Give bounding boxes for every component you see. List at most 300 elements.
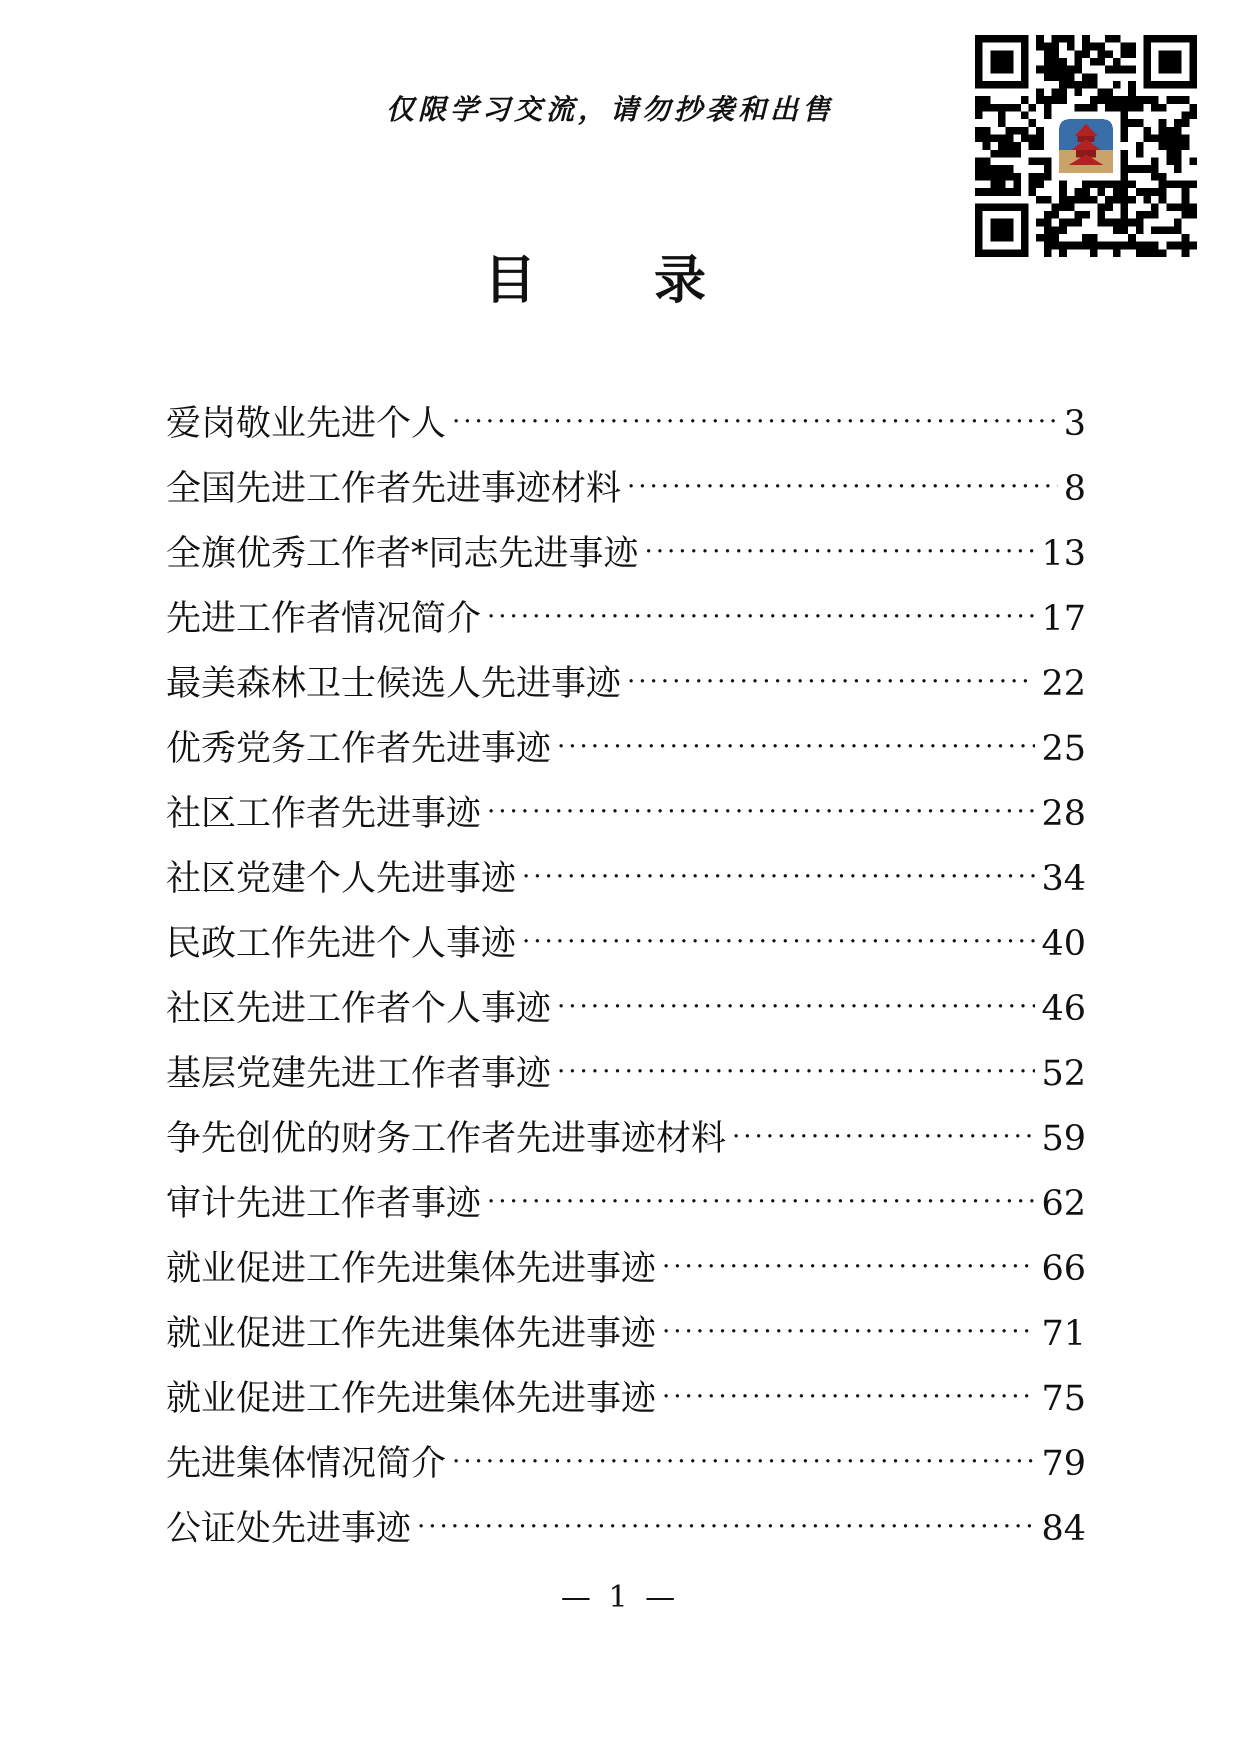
qr-module <box>975 135 983 143</box>
qr-module <box>1182 211 1190 219</box>
qr-module <box>1120 104 1128 112</box>
toc-entry[interactable] <box>166 1230 1086 1295</box>
toc-entry[interactable] <box>166 1425 1086 1490</box>
qr-module <box>1113 66 1121 74</box>
qr-module <box>1029 173 1037 181</box>
qr-module <box>1075 81 1083 89</box>
toc-leader-dots <box>487 580 1035 630</box>
qr-module <box>1044 43 1052 51</box>
qr-module <box>1075 211 1083 219</box>
qr-module <box>1151 173 1159 181</box>
qr-code-icon <box>975 30 1197 262</box>
qr-module <box>1097 50 1105 58</box>
qr-module <box>983 142 991 150</box>
qr-module <box>1044 66 1052 74</box>
toc-leader-dots <box>627 450 1058 500</box>
qr-module <box>1174 219 1182 227</box>
qr-module <box>1067 73 1075 81</box>
qr-module <box>1136 219 1144 227</box>
qr-module <box>1021 135 1029 143</box>
qr-module <box>1143 196 1151 204</box>
qr-module <box>1128 219 1136 227</box>
qr-module <box>1029 135 1037 143</box>
qr-module <box>1082 81 1090 89</box>
toc-entry-title: 基层党建先进工作者事迹 <box>166 1054 552 1094</box>
toc-entry-page: 13 <box>1041 534 1086 574</box>
qr-module <box>1159 142 1167 150</box>
qr-module <box>975 165 983 173</box>
toc-entry[interactable] <box>166 1165 1086 1230</box>
qr-module <box>1151 203 1159 211</box>
qr-module <box>1105 66 1113 74</box>
qr-module <box>1075 219 1083 227</box>
qr-module <box>990 135 998 143</box>
qr-module <box>1082 180 1090 188</box>
qr-module <box>1036 196 1044 204</box>
qr-module <box>1044 196 1052 204</box>
toc-leader-dots <box>645 515 1036 565</box>
qr-module <box>1120 150 1128 158</box>
qr-module <box>1067 66 1075 74</box>
qr-module <box>1189 203 1197 211</box>
qr-module <box>975 173 983 181</box>
qr-module <box>1097 180 1105 188</box>
qr-module <box>1120 157 1128 165</box>
qr-module <box>1075 188 1083 196</box>
qr-module <box>1029 104 1037 112</box>
qr-module <box>1059 73 1067 81</box>
qr-module <box>1097 219 1105 227</box>
qr-module <box>990 188 998 196</box>
toc-entry-title: 就业促进工作先进集体先进事迹 <box>166 1249 657 1289</box>
toc-entry[interactable] <box>166 1100 1086 1165</box>
qr-module <box>975 112 983 120</box>
qr-module <box>1036 180 1044 188</box>
qr-module <box>1044 50 1052 58</box>
qr-module <box>1006 104 1014 112</box>
qr-module <box>1029 142 1037 150</box>
qr-module <box>998 188 1006 196</box>
toc-entry-page: 8 <box>1063 469 1086 509</box>
qr-module <box>1036 135 1044 143</box>
qr-module <box>1159 226 1167 234</box>
toc-leader-dots <box>557 710 1035 760</box>
toc-entry-page: 17 <box>1041 599 1086 639</box>
qr-module <box>1036 142 1044 150</box>
qr-module <box>1075 50 1083 58</box>
qr-module <box>1013 127 1021 135</box>
qr-module <box>1113 35 1121 43</box>
qr-module <box>1120 127 1128 135</box>
qr-module <box>1075 89 1083 97</box>
qr-module <box>1159 173 1167 181</box>
qr-module <box>1159 127 1167 135</box>
toc-leader-dots <box>487 775 1035 825</box>
qr-module <box>1052 226 1060 234</box>
qr-module <box>1120 180 1128 188</box>
toc-entry[interactable] <box>166 1360 1086 1425</box>
qr-module <box>1159 188 1167 196</box>
qr-module <box>1151 135 1159 143</box>
qr-module <box>1013 150 1021 158</box>
qr-module <box>1189 112 1197 120</box>
qr-module <box>1166 127 1174 135</box>
qr-module <box>1189 180 1197 188</box>
qr-module <box>983 173 991 181</box>
toc-entry[interactable] <box>166 580 1086 645</box>
qr-module <box>1151 104 1159 112</box>
toc-entry-title: 公证处先进事迹 <box>166 1509 412 1549</box>
qr-module <box>1059 226 1067 234</box>
toc-entry-page: 22 <box>1041 664 1086 704</box>
qr-module <box>1120 219 1128 227</box>
qr-module <box>1052 66 1060 74</box>
qr-module <box>1120 173 1128 181</box>
qr-module <box>1036 96 1044 104</box>
qr-module <box>1182 119 1190 127</box>
qr-module <box>1189 104 1197 112</box>
qr-module <box>1067 81 1075 89</box>
qr-module <box>1151 211 1159 219</box>
qr-module <box>1075 58 1083 66</box>
qr-module <box>998 150 1006 158</box>
toc-leader-dots <box>417 1490 1035 1540</box>
qr-module <box>1090 196 1098 204</box>
qr-module <box>1105 196 1113 204</box>
toc-entry-title: 就业促进工作先进集体先进事迹 <box>166 1314 657 1354</box>
toc-entry-page: 28 <box>1041 794 1086 834</box>
qr-module <box>1120 119 1128 127</box>
qr-module <box>1006 188 1014 196</box>
qr-module <box>1174 135 1182 143</box>
toc-entry-page: 71 <box>1041 1314 1086 1354</box>
qr-module <box>1082 188 1090 196</box>
qr-module <box>1136 188 1144 196</box>
page-title: 目 录 <box>483 250 757 311</box>
qr-module <box>1174 119 1182 127</box>
toc-entry-page: 34 <box>1041 859 1086 899</box>
qr-module <box>1166 96 1174 104</box>
qr-module <box>1151 165 1159 173</box>
toc-entry-title: 社区工作者先进事迹 <box>166 794 482 834</box>
toc-entry[interactable] <box>166 710 1086 775</box>
qr-module <box>1036 43 1044 51</box>
qr-module <box>1189 157 1197 165</box>
qr-module <box>1174 127 1182 135</box>
qr-module <box>1090 180 1098 188</box>
toc-leader-dots <box>487 1165 1035 1215</box>
qr-module <box>1182 188 1190 196</box>
qr-module <box>1044 157 1052 165</box>
qr-module <box>1120 43 1128 51</box>
toc-entry[interactable] <box>166 515 1086 580</box>
qr-module <box>1174 203 1182 211</box>
qr-module <box>1151 226 1159 234</box>
toc-entry[interactable] <box>166 450 1086 515</box>
qr-module <box>1052 211 1060 219</box>
qr-module <box>1166 150 1174 158</box>
qr-module <box>1021 127 1029 135</box>
qr-module <box>1052 43 1060 51</box>
qr-module <box>1166 180 1174 188</box>
qr-module <box>1105 50 1113 58</box>
toc-leader-dots <box>522 905 1035 955</box>
toc-entry-title: 社区先进工作者个人事迹 <box>166 989 552 1029</box>
qr-module <box>983 127 991 135</box>
toc-entry-title: 社区党建个人先进事迹 <box>166 859 517 899</box>
qr-module <box>1052 58 1060 66</box>
qr-module <box>1120 203 1128 211</box>
qr-module <box>983 96 991 104</box>
toc-entry-page: 79 <box>1041 1444 1086 1484</box>
qr-module <box>1082 50 1090 58</box>
qr-module <box>1044 112 1052 120</box>
qr-module <box>1128 180 1136 188</box>
toc-leader-dots <box>557 970 1035 1020</box>
qr-module <box>998 135 1006 143</box>
qr-module <box>1052 73 1060 81</box>
qr-module <box>1029 119 1037 127</box>
qr-module <box>1113 180 1121 188</box>
qr-module <box>1006 135 1014 143</box>
qr-module <box>1044 173 1052 181</box>
qr-module <box>1136 211 1144 219</box>
page-number: — 1 — <box>560 1580 680 1615</box>
qr-module <box>1067 203 1075 211</box>
qr-module <box>998 165 1006 173</box>
qr-module <box>1067 43 1075 51</box>
qr-module <box>1097 89 1105 97</box>
toc-entry-title: 爱岗敬业先进个人 <box>166 404 447 444</box>
qr-module <box>1013 188 1021 196</box>
qr-module <box>1120 211 1128 219</box>
qr-module <box>990 150 998 158</box>
toc-entry[interactable] <box>166 970 1086 1035</box>
qr-module <box>975 96 983 104</box>
qr-module <box>1113 196 1121 204</box>
qr-module <box>998 112 1006 120</box>
toc-entry-page: 46 <box>1041 989 1086 1029</box>
qr-module <box>990 165 998 173</box>
qr-module <box>1143 188 1151 196</box>
qr-module <box>1136 142 1144 150</box>
qr-module <box>1097 211 1105 219</box>
qr-module <box>1143 127 1151 135</box>
qr-module <box>998 180 1006 188</box>
qr-module <box>1166 135 1174 143</box>
qr-module <box>1059 219 1067 227</box>
toc-leader-dots <box>522 840 1035 890</box>
qr-module <box>998 142 1006 150</box>
qr-module <box>1059 58 1067 66</box>
qr-module <box>1166 203 1174 211</box>
qr-module <box>1067 219 1075 227</box>
qr-module <box>998 119 1006 127</box>
qr-module <box>1128 119 1136 127</box>
toc-leader-dots <box>452 385 1058 435</box>
qr-module <box>1189 211 1197 219</box>
qr-module <box>1029 188 1037 196</box>
toc-leader-dots <box>732 1100 1035 1150</box>
qr-module <box>1059 89 1067 97</box>
qr-module <box>1120 96 1128 104</box>
qr-module <box>1113 188 1121 196</box>
toc-entry[interactable] <box>166 775 1086 840</box>
qr-module <box>1182 135 1190 143</box>
qr-module <box>1166 157 1174 165</box>
qr-module <box>1044 226 1052 234</box>
qr-module <box>1090 81 1098 89</box>
toc-entry-title: 全国先进工作者先进事迹材料 <box>166 469 622 509</box>
qr-module <box>1036 219 1044 227</box>
qr-module <box>990 180 998 188</box>
toc-entry-title: 先进工作者情况简介 <box>166 599 482 639</box>
qr-module <box>1059 81 1067 89</box>
qr-module <box>1013 180 1021 188</box>
qr-module <box>975 188 983 196</box>
qr-module <box>1090 73 1098 81</box>
toc-entry-page: 84 <box>1041 1509 1086 1549</box>
qr-module <box>1082 211 1090 219</box>
qr-module <box>1128 89 1136 97</box>
toc-entry-page: 25 <box>1041 729 1086 769</box>
qr-module <box>1059 203 1067 211</box>
qr-module <box>1174 165 1182 173</box>
qr-module <box>1120 112 1128 120</box>
qr-module <box>1067 196 1075 204</box>
qr-module <box>983 135 991 143</box>
toc-entry-title: 审计先进工作者事迹 <box>166 1184 482 1224</box>
qr-module <box>1113 81 1121 89</box>
qr-module <box>1075 104 1083 112</box>
qr-module <box>1006 142 1014 150</box>
qr-module <box>1182 196 1190 204</box>
qr-module <box>1143 165 1151 173</box>
qr-module <box>1059 35 1067 43</box>
qr-module <box>1136 96 1144 104</box>
qr-module <box>1036 157 1044 165</box>
qr-module <box>1013 142 1021 150</box>
qr-module <box>1151 188 1159 196</box>
qr-module <box>1182 180 1190 188</box>
qr-module <box>1044 96 1052 104</box>
qr-module <box>1113 58 1121 66</box>
qr-module <box>1136 119 1144 127</box>
qr-module <box>990 173 998 181</box>
qr-module <box>1105 89 1113 97</box>
qr-module <box>1151 96 1159 104</box>
qr-module <box>1136 104 1144 112</box>
qr-module <box>1128 66 1136 74</box>
qr-module <box>1067 35 1075 43</box>
qr-module <box>1143 211 1151 219</box>
toc-entry-page: 62 <box>1041 1184 1086 1224</box>
qr-module <box>1036 173 1044 181</box>
qr-module <box>1120 66 1128 74</box>
toc-entry-page: 75 <box>1041 1379 1086 1419</box>
qr-module <box>1105 180 1113 188</box>
qr-module <box>983 165 991 173</box>
qr-module <box>1090 104 1098 112</box>
toc-entry[interactable] <box>166 1490 1086 1555</box>
qr-module <box>1136 165 1144 173</box>
toc-entry[interactable] <box>166 905 1086 970</box>
qr-module <box>1082 43 1090 51</box>
qr-module <box>1044 58 1052 66</box>
toc-entry[interactable] <box>166 840 1086 905</box>
qr-module <box>1006 173 1014 181</box>
qr-module <box>1159 104 1167 112</box>
qr-module <box>975 104 983 112</box>
qr-module <box>1036 35 1044 43</box>
qr-module <box>1097 203 1105 211</box>
qr-module <box>1059 180 1067 188</box>
qr-module <box>1128 96 1136 104</box>
qr-module <box>983 104 991 112</box>
qr-module <box>1174 150 1182 158</box>
toc-entry-title: 民政工作先进个人事迹 <box>166 924 517 964</box>
qr-module <box>1090 43 1098 51</box>
toc-entry[interactable] <box>166 1035 1086 1100</box>
qr-module <box>1097 188 1105 196</box>
toc-entry-title: 先进集体情况简介 <box>166 1444 447 1484</box>
qr-module <box>1021 112 1029 120</box>
qr-module <box>1013 104 1021 112</box>
qr-module <box>1128 50 1136 58</box>
qr-module <box>1036 89 1044 97</box>
qr-module <box>1082 104 1090 112</box>
qr-module <box>990 104 998 112</box>
qr-module <box>1120 50 1128 58</box>
qr-module <box>1182 96 1190 104</box>
qr-module <box>1052 35 1060 43</box>
qr-module <box>1075 196 1083 204</box>
toc-entry-page: 66 <box>1041 1249 1086 1289</box>
qr-module <box>1052 96 1060 104</box>
qr-module <box>1143 135 1151 143</box>
qr-module <box>1113 96 1121 104</box>
qr-module <box>1052 203 1060 211</box>
qr-module <box>1036 127 1044 135</box>
qr-module <box>1182 203 1190 211</box>
qr-module <box>1120 188 1128 196</box>
qr-module <box>1021 96 1029 104</box>
qr-module <box>975 127 983 135</box>
toc-entry-page: 59 <box>1041 1119 1086 1159</box>
qr-module <box>1006 150 1014 158</box>
qr-module <box>1052 50 1060 58</box>
qr-module <box>1113 104 1121 112</box>
toc-entry[interactable] <box>166 1295 1086 1360</box>
qr-module <box>1151 157 1159 165</box>
qr-module <box>1128 165 1136 173</box>
toc-entry[interactable] <box>166 385 1086 450</box>
toc-leader-dots <box>662 1230 1035 1280</box>
qr-module <box>1090 58 1098 66</box>
qr-module <box>1105 203 1113 211</box>
qr-module <box>983 157 991 165</box>
qr-module <box>1029 180 1037 188</box>
qr-module <box>1059 196 1067 204</box>
qr-module <box>1105 104 1113 112</box>
qr-module <box>1044 219 1052 227</box>
toc-entry[interactable] <box>166 645 1086 710</box>
qr-module <box>998 173 1006 181</box>
qr-module <box>1006 165 1014 173</box>
qr-module <box>1097 96 1105 104</box>
qr-module <box>1075 66 1083 74</box>
qr-module <box>1136 226 1144 234</box>
